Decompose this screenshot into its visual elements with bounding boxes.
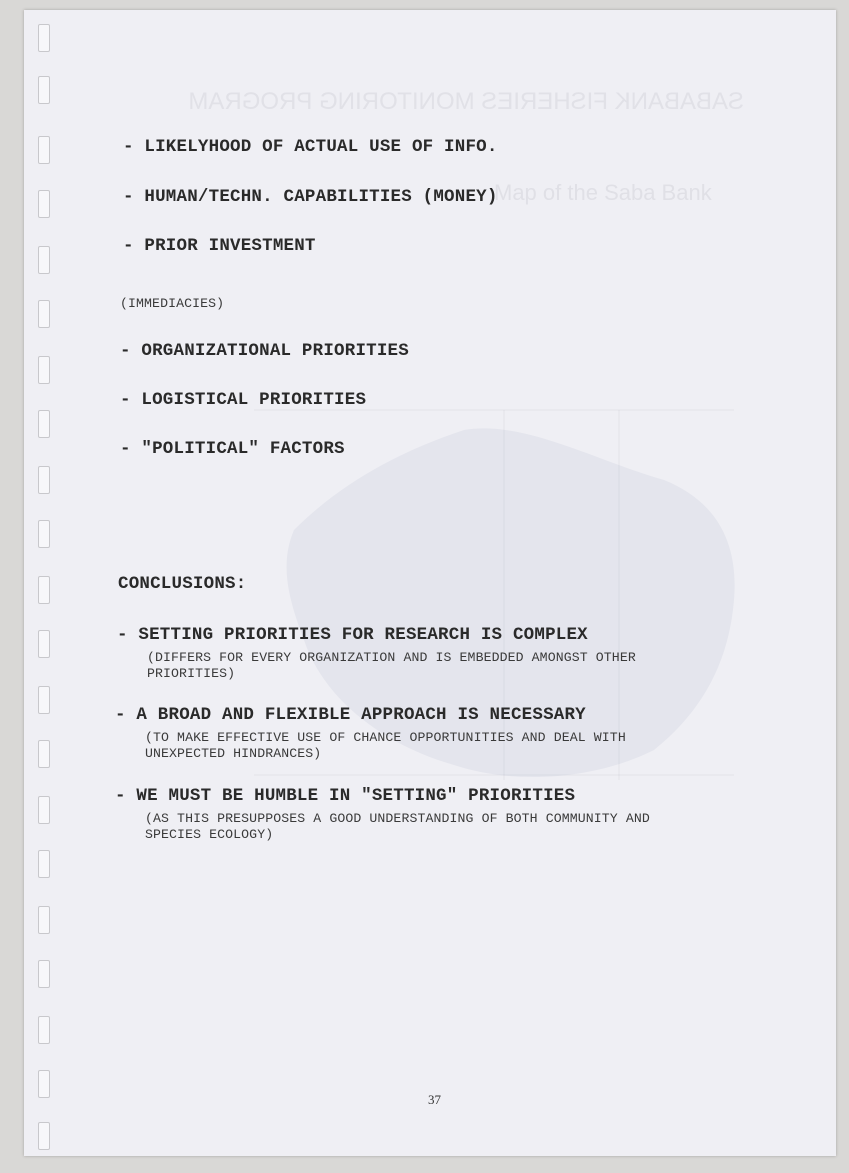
page-number: 37	[428, 1092, 441, 1107]
bleed-through-program-title: SABABANK FISHERIES MONITORING PROGRAM	[188, 88, 744, 115]
conclusion-1-note-line-2: PRIORITIES)	[147, 666, 236, 681]
factor-item-2: - HUMAN/TECHN. CAPABILITIES (MONEY)	[123, 187, 498, 207]
binding-hole	[38, 410, 50, 438]
immediacy-item-3: - "POLITICAL" FACTORS	[120, 439, 345, 459]
factor-item-1: - LIKELYHOOD OF ACTUAL USE OF INFO.	[123, 137, 498, 157]
immediacy-item-1: - ORGANIZATIONAL PRIORITIES	[120, 341, 409, 361]
binding-hole	[38, 246, 50, 274]
bleed-through-map-title: Map of the Saba Bank	[494, 180, 712, 205]
binding-hole	[38, 76, 50, 104]
immediacies-heading: (IMMEDIACIES)	[120, 296, 225, 311]
binding-hole	[38, 576, 50, 604]
binding-hole	[38, 24, 50, 52]
document-page	[24, 10, 836, 1156]
conclusion-3-note-line-2: SPECIES ECOLOGY)	[145, 827, 274, 842]
binding-hole	[38, 1070, 50, 1098]
binding-hole	[38, 906, 50, 934]
binding-hole	[38, 466, 50, 494]
binding-hole	[38, 520, 50, 548]
conclusions-heading: CONCLUSIONS:	[118, 574, 247, 594]
conclusion-3-title: - WE MUST BE HUMBLE IN "SETTING" PRIORITIES	[115, 786, 576, 806]
binding-hole	[38, 136, 50, 164]
conclusion-2-title: - A BROAD AND FLEXIBLE APPROACH IS NECESSARY	[115, 705, 586, 725]
conclusion-2-note-line-2: UNEXPECTED HINDRANCES)	[145, 746, 322, 761]
binding-hole	[38, 356, 50, 384]
binding-holes	[38, 10, 54, 1156]
binding-hole	[38, 1122, 50, 1150]
conclusion-1-title: - SETTING PRIORITIES FOR RESEARCH IS COMPLEX	[117, 625, 588, 645]
binding-hole	[38, 190, 50, 218]
conclusion-2-note-line-1: (TO MAKE EFFECTIVE USE OF CHANCE OPPORTUNITIES AND DEAL WITH	[145, 730, 626, 745]
conclusion-3-note-line-1: (AS THIS PRESUPPOSES A GOOD UNDERSTANDING OF BOTH COMMUNITY AND	[145, 811, 650, 826]
binding-hole	[38, 850, 50, 878]
binding-hole	[38, 300, 50, 328]
binding-hole	[38, 796, 50, 824]
binding-hole	[38, 686, 50, 714]
binding-hole	[38, 740, 50, 768]
binding-hole	[38, 1016, 50, 1044]
binding-hole	[38, 960, 50, 988]
immediacy-item-2: - LOGISTICAL PRIORITIES	[120, 390, 367, 410]
factor-item-3: - PRIOR INVESTMENT	[123, 236, 316, 256]
binding-hole	[38, 630, 50, 658]
conclusion-1-note-line-1: (DIFFERS FOR EVERY ORGANIZATION AND IS EMBEDDED AMONGST OTHER	[147, 650, 636, 665]
